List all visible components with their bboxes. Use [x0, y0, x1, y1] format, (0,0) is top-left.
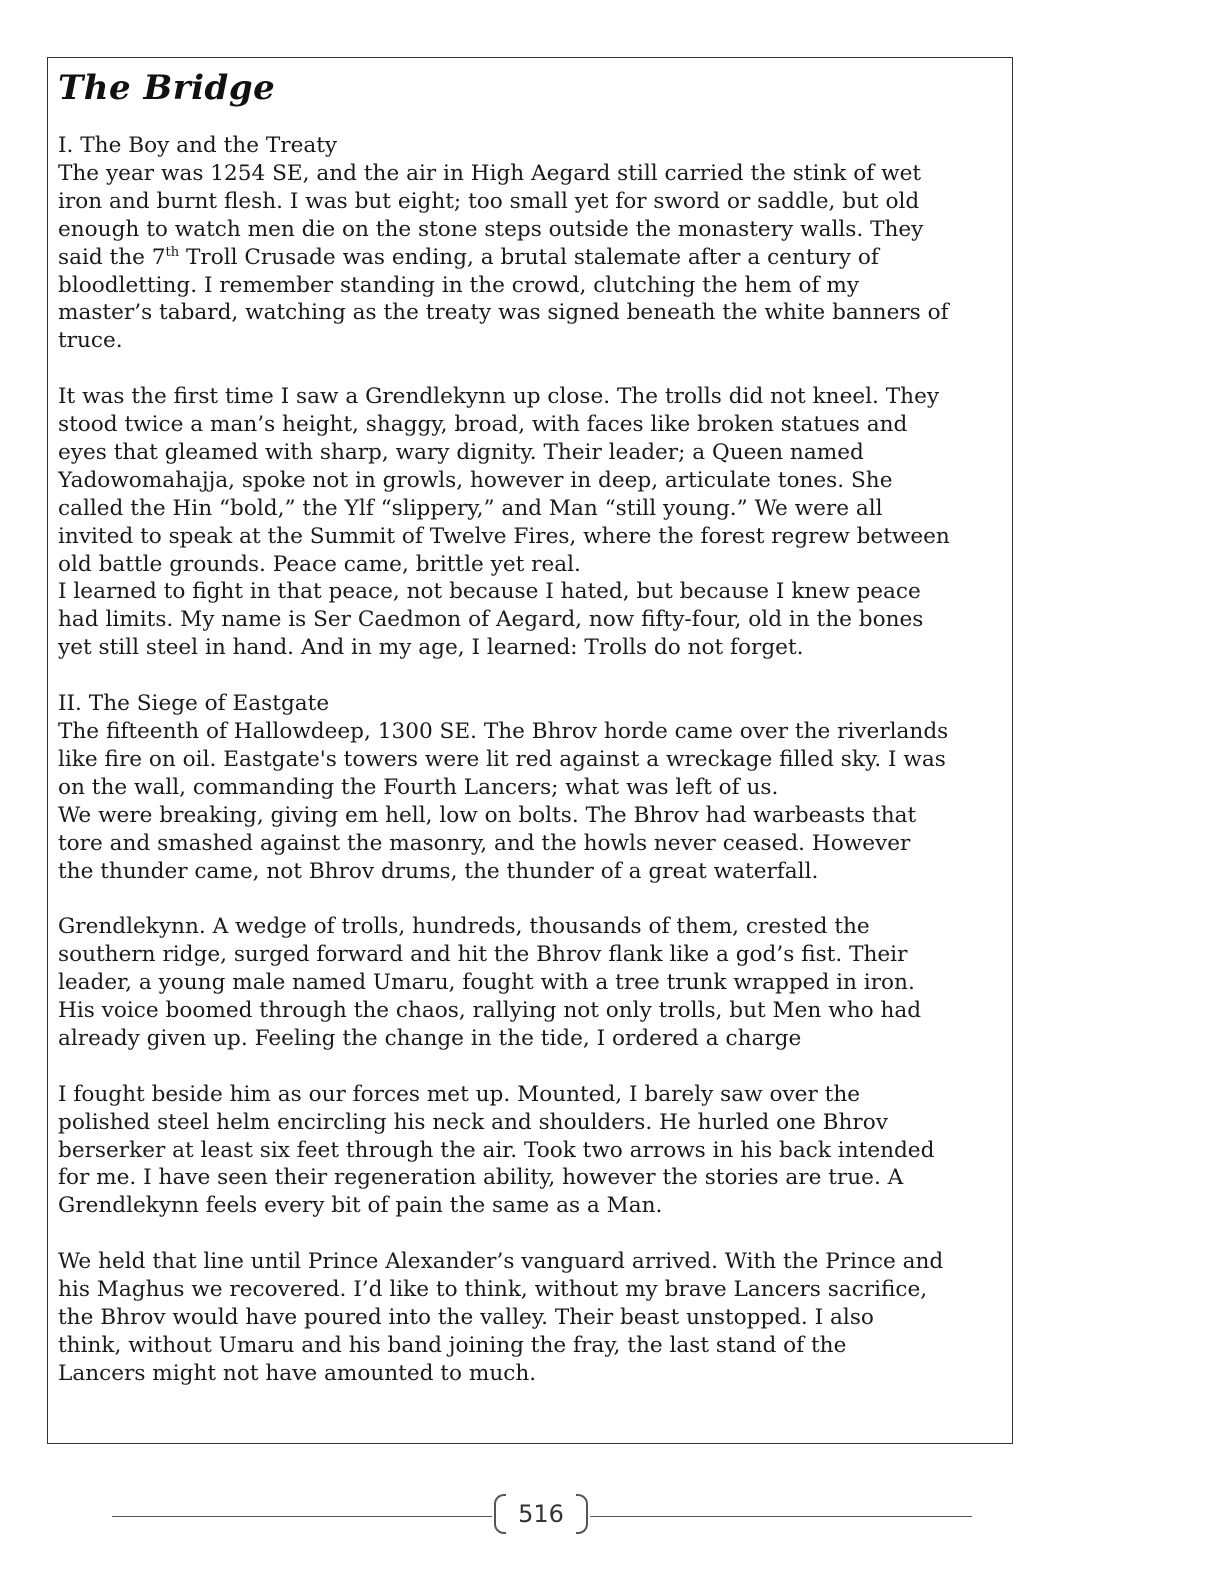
text-line: bloodletting. I remember standing in the crowd, clutching the hem of my	[58, 272, 860, 298]
text-line: said the 7th Troll Crusade was ending, a brutal stalemate after a century of	[58, 244, 879, 270]
text-line: yet still steel in hand. And in my age, I learned: Trolls do not forget.	[58, 635, 804, 661]
text-line: I fought beside him as our forces met up. Mounted, I barely saw over the	[58, 1081, 861, 1107]
text-line: invited to speak at the Summit of Twelve Fires, where the forest regrew between	[58, 523, 950, 549]
text-line: Grendlekynn feels every bit of pain the same as a Man.	[58, 1193, 663, 1219]
text-line: I. The Boy and the Treaty	[58, 133, 338, 158]
text-line: enough to watch men die on the stone steps outside the monastery walls. They	[58, 216, 924, 242]
page-title: The Bridge	[58, 68, 276, 108]
text-line: iron and burnt flesh. I was but eight; too small yet for sword or saddle, but old	[58, 188, 920, 214]
text-line: It was the first time I saw a Grendlekynn up close. The trolls did not kneel. They	[58, 384, 940, 410]
text-line: on the wall, commanding the Fourth Lancers; what was left of us.	[58, 774, 779, 800]
text-line: tore and smashed against the masonry, and the howls never ceased. However	[58, 830, 911, 856]
text-line: Lancers might not have amounted to much.	[58, 1360, 537, 1386]
page-footer	[112, 1494, 972, 1538]
text-line: the Bhrov would have poured into the valley. Their beast unstopped. I also	[58, 1304, 874, 1330]
text-line: eyes that gleamed with sharp, wary dignity. Their leader; a Queen named	[58, 439, 864, 465]
paragraph-gap	[58, 885, 1002, 913]
text-line: truce.	[58, 328, 123, 354]
text-line: polished steel helm encircling his neck and shoulders. He hurled one Bhrov	[58, 1109, 888, 1135]
paragraph-gap	[58, 1220, 1002, 1248]
footer-rule-left	[112, 1516, 492, 1517]
page-number: 516	[518, 1500, 564, 1528]
paragraph-gap	[58, 1053, 1002, 1081]
text-line: stood twice a man’s height, shaggy, broad, with faces like broken statues and	[58, 412, 908, 438]
text-line: His voice boomed through the chaos, rallying not only trolls, but Men who had	[58, 998, 922, 1024]
text-line: leader, a young male named Umaru, fought with a tree trunk wrapped in iron.	[58, 970, 915, 996]
text-line: berserker at least six feet through the air. Took two arrows in his back intended	[58, 1137, 935, 1163]
text-line: old battle grounds. Peace came, brittle yet real.	[58, 551, 581, 577]
story-body	[58, 132, 1002, 1388]
text-line: The fifteenth of Hallowdeep, 1300 SE. The Bhrov horde came over the riverlands	[58, 719, 949, 744]
paragraph-gap	[58, 355, 1002, 383]
text-line: think, without Umaru and his band joining the fray, the last stand of the	[58, 1332, 847, 1358]
text-line: master’s tabard, watching as the treaty was signed beneath the white banners of	[58, 300, 949, 326]
right-bracket-icon	[576, 1494, 588, 1534]
text-line: like fire on oil. Eastgate's towers were lit red against a wreckage filled sky. I was	[58, 746, 946, 772]
text-line: called the Hin “bold,” the Ylf “slippery,” and Man “still young.” We were all	[58, 495, 883, 521]
text-line: II. The Siege of Eastgate	[58, 691, 330, 717]
text-line: The year was 1254 SE, and the air in High Aegard still carried the stink of wet	[58, 160, 922, 186]
footer-rule-right	[590, 1516, 972, 1517]
text-line: already given up. Feeling the change in the tide, I ordered a charge	[58, 1025, 802, 1051]
text-line: Grendlekynn. A wedge of trolls, hundreds, thousands of them, crested the	[58, 914, 870, 940]
paragraph-gap	[58, 662, 1002, 690]
text-line: I learned to fight in that peace, not because I hated, but because I knew peace	[58, 579, 921, 605]
text-line: We held that line until Prince Alexander’s vanguard arrived. With the Prince and	[58, 1249, 944, 1275]
text-line: had limits. My name is Ser Caedmon of Aegard, now fifty-four, old in the bones	[58, 607, 924, 633]
text-line: Yadowomahajja, spoke not in growls, however in deep, articulate tones. She	[58, 467, 893, 493]
text-line: for me. I have seen their regeneration ability, however the stories are true. A	[58, 1165, 904, 1191]
text-line: We were breaking, giving em hell, low on bolts. The Bhrov had warbeasts that	[58, 802, 917, 828]
text-line: the thunder came, not Bhrov drums, the thunder of a great waterfall.	[58, 858, 819, 884]
text-line: his Maghus we recovered. I’d like to think, without my brave Lancers sacrifice,	[58, 1277, 928, 1303]
text-frame	[47, 57, 1013, 1444]
text-line: southern ridge, surged forward and hit the Bhrov flank like a god’s fist. Their	[58, 942, 908, 968]
left-bracket-icon	[494, 1494, 506, 1534]
